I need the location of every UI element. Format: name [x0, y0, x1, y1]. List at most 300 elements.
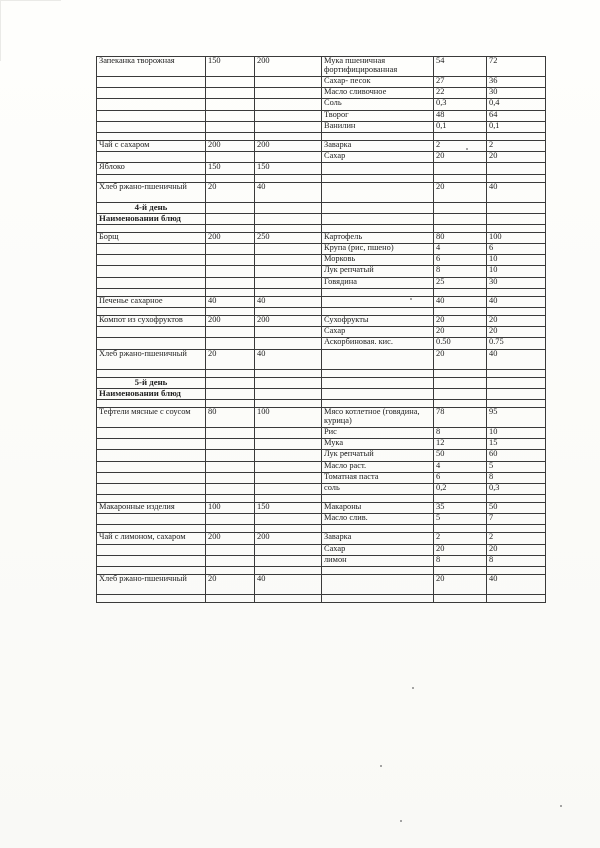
amount-small-cell: 6	[434, 472, 487, 483]
empty-cell	[487, 595, 546, 603]
table-row	[97, 407, 546, 427]
table-row	[97, 110, 546, 121]
dish-name-cell: Хлеб ржано-пшеничный	[97, 575, 206, 595]
dish-name-cell: Тефтели мясные с соусом	[97, 407, 206, 427]
portion-large-cell	[255, 472, 322, 483]
portion-large-cell	[255, 110, 322, 121]
table-row	[97, 316, 546, 327]
empty-cell	[487, 388, 546, 399]
dish-name-cell	[97, 439, 206, 450]
empty-cell	[487, 377, 546, 388]
empty-cell	[255, 567, 322, 575]
empty-cell	[322, 595, 434, 603]
amount-small-cell: 25	[434, 277, 487, 288]
amount-large-cell: 0,1	[487, 121, 546, 132]
amount-small-cell: 4	[434, 244, 487, 255]
empty-cell	[97, 132, 206, 140]
empty-cell	[487, 567, 546, 575]
empty-cell	[255, 132, 322, 140]
empty-cell	[487, 174, 546, 182]
table-row	[97, 483, 546, 494]
ingredient-cell: Масло слив.	[322, 514, 434, 525]
empty-cell	[434, 132, 487, 140]
empty-cell	[434, 595, 487, 603]
empty-cell	[434, 288, 487, 296]
amount-large-cell: 72	[487, 57, 546, 77]
ingredient-cell: Заварка	[322, 140, 434, 151]
amount-small-cell: 35	[434, 503, 487, 514]
table-row	[97, 296, 546, 307]
ingredient-cell: Мука пшеничная фортифицированная	[322, 57, 434, 77]
portion-large-cell	[255, 461, 322, 472]
dish-name-cell	[97, 338, 206, 349]
table-row	[97, 349, 546, 369]
portion-small-cell	[206, 277, 255, 288]
empty-cell	[487, 132, 546, 140]
portion-large-cell	[255, 266, 322, 277]
ingredient-cell: Соль	[322, 99, 434, 110]
empty-cell	[434, 369, 487, 377]
portion-large-cell	[255, 544, 322, 555]
empty-cell	[97, 288, 206, 296]
ingredient-cell: Сахар	[322, 327, 434, 338]
dish-name-cell	[97, 255, 206, 266]
spacer-row	[97, 399, 546, 407]
ingredient-cell: Творог	[322, 110, 434, 121]
ingredient-cell: Ванилин	[322, 121, 434, 132]
portion-small-cell: 20	[206, 575, 255, 595]
amount-small-cell: 8	[434, 555, 487, 566]
portion-large-cell: 40	[255, 575, 322, 595]
scan-speck	[412, 687, 414, 689]
portion-large-cell	[255, 99, 322, 110]
portion-large-cell	[255, 121, 322, 132]
dish-names-heading: Наименовании блюд	[97, 388, 206, 399]
table-row	[97, 255, 546, 266]
dish-name-cell: Чай с сахаром	[97, 140, 206, 151]
table-row	[97, 152, 546, 163]
ingredient-cell	[322, 163, 434, 174]
menu-table-body	[97, 57, 546, 603]
empty-cell	[322, 202, 434, 213]
portion-large-cell	[255, 244, 322, 255]
table-row	[97, 182, 546, 202]
amount-small-cell: 4	[434, 461, 487, 472]
portion-small-cell	[206, 77, 255, 88]
ingredient-cell	[322, 182, 434, 202]
table-row	[97, 327, 546, 338]
table-row	[97, 266, 546, 277]
portion-large-cell: 40	[255, 296, 322, 307]
empty-cell	[97, 224, 206, 232]
table-row	[97, 232, 546, 243]
ingredient-cell: Лук репчатый	[322, 450, 434, 461]
portion-small-cell: 200	[206, 140, 255, 151]
dish-name-cell: Борщ	[97, 232, 206, 243]
empty-cell	[97, 174, 206, 182]
portion-large-cell	[255, 277, 322, 288]
empty-cell	[206, 377, 255, 388]
amount-large-cell: 60	[487, 450, 546, 461]
portion-large-cell: 150	[255, 503, 322, 514]
empty-cell	[322, 213, 434, 224]
amount-small-cell: 0,3	[434, 99, 487, 110]
portion-small-cell: 200	[206, 316, 255, 327]
portion-large-cell: 200	[255, 57, 322, 77]
amount-large-cell: 36	[487, 77, 546, 88]
amount-small-cell: 20	[434, 316, 487, 327]
portion-small-cell	[206, 450, 255, 461]
empty-cell	[255, 213, 322, 224]
portion-small-cell	[206, 338, 255, 349]
table-row	[97, 450, 546, 461]
portion-small-cell	[206, 327, 255, 338]
ingredient-cell: Сухофрукты	[322, 316, 434, 327]
table-row	[97, 77, 546, 88]
empty-cell	[255, 377, 322, 388]
empty-cell	[255, 369, 322, 377]
table-row	[97, 427, 546, 438]
portion-small-cell: 80	[206, 407, 255, 427]
empty-cell	[434, 377, 487, 388]
dish-name-cell	[97, 472, 206, 483]
ingredient-cell: Заварка	[322, 533, 434, 544]
day-header-row	[97, 202, 546, 213]
portion-large-cell	[255, 152, 322, 163]
table-row	[97, 555, 546, 566]
ingredient-cell: Морковь	[322, 255, 434, 266]
empty-cell	[97, 525, 206, 533]
amount-small-cell: 20	[434, 544, 487, 555]
empty-cell	[322, 567, 434, 575]
portion-small-cell: 20	[206, 182, 255, 202]
scan-speck	[380, 765, 382, 767]
ingredient-cell: Макароны	[322, 503, 434, 514]
amount-small-cell: 50	[434, 450, 487, 461]
ingredient-cell: соль	[322, 483, 434, 494]
empty-cell	[97, 399, 206, 407]
amount-large-cell: 2	[487, 140, 546, 151]
dish-name-cell	[97, 99, 206, 110]
portion-small-cell	[206, 88, 255, 99]
table-row	[97, 99, 546, 110]
empty-cell	[255, 388, 322, 399]
dish-name-cell	[97, 244, 206, 255]
ingredient-cell: Томатная паста	[322, 472, 434, 483]
portion-large-cell: 200	[255, 533, 322, 544]
amount-large-cell: 0,3	[487, 483, 546, 494]
amount-large-cell: 50	[487, 503, 546, 514]
amount-large-cell: 20	[487, 152, 546, 163]
dish-name-cell	[97, 266, 206, 277]
dish-name-cell	[97, 555, 206, 566]
amount-large-cell	[487, 163, 546, 174]
menu-table	[96, 56, 546, 603]
ingredient-cell: Мука	[322, 439, 434, 450]
empty-cell	[97, 595, 206, 603]
dish-names-heading: Наименовании блюд	[97, 213, 206, 224]
amount-small-cell: 0,2	[434, 483, 487, 494]
empty-cell	[322, 399, 434, 407]
ingredient-cell: Масло раст.	[322, 461, 434, 472]
portion-small-cell	[206, 110, 255, 121]
amount-small-cell: 48	[434, 110, 487, 121]
day-title: 4-й день	[97, 202, 206, 213]
empty-cell	[206, 399, 255, 407]
amount-small-cell: 12	[434, 439, 487, 450]
amount-small-cell: 6	[434, 255, 487, 266]
amount-large-cell: 10	[487, 266, 546, 277]
dish-name-cell	[97, 544, 206, 555]
amount-small-cell: 20	[434, 182, 487, 202]
amount-large-cell: 6	[487, 244, 546, 255]
empty-cell	[434, 399, 487, 407]
dish-name-cell: Печенье сахарное	[97, 296, 206, 307]
amount-small-cell: 27	[434, 77, 487, 88]
dish-name-cell: Запеканка творожная	[97, 57, 206, 77]
empty-cell	[322, 388, 434, 399]
portion-small-cell	[206, 121, 255, 132]
empty-cell	[206, 224, 255, 232]
dish-name-cell	[97, 461, 206, 472]
amount-small-cell: 78	[434, 407, 487, 427]
ingredient-cell: Рис	[322, 427, 434, 438]
dish-name-cell	[97, 483, 206, 494]
empty-cell	[487, 399, 546, 407]
scan-speck	[560, 805, 562, 807]
portion-large-cell: 40	[255, 349, 322, 369]
ingredient-cell: Аскорбиновая. кис.	[322, 338, 434, 349]
portion-small-cell: 20	[206, 349, 255, 369]
table-row	[97, 57, 546, 77]
empty-cell	[255, 399, 322, 407]
amount-small-cell: 20	[434, 349, 487, 369]
portion-small-cell: 150	[206, 57, 255, 77]
empty-cell	[487, 213, 546, 224]
ingredient-cell: Сахар	[322, 544, 434, 555]
portion-large-cell	[255, 427, 322, 438]
amount-large-cell: 20	[487, 544, 546, 555]
portion-small-cell	[206, 152, 255, 163]
spacer-row	[97, 288, 546, 296]
portion-large-cell	[255, 77, 322, 88]
empty-cell	[322, 224, 434, 232]
section-heading-row	[97, 388, 546, 399]
amount-small-cell: 40	[434, 296, 487, 307]
amount-small-cell: 8	[434, 427, 487, 438]
empty-cell	[97, 369, 206, 377]
empty-cell	[434, 224, 487, 232]
scan-edge	[0, 0, 61, 61]
empty-cell	[322, 174, 434, 182]
empty-cell	[487, 202, 546, 213]
amount-large-cell: 10	[487, 255, 546, 266]
empty-cell	[322, 132, 434, 140]
table-row	[97, 575, 546, 595]
spacer-row	[97, 595, 546, 603]
dish-name-cell	[97, 327, 206, 338]
amount-large-cell: 8	[487, 555, 546, 566]
amount-large-cell: 30	[487, 88, 546, 99]
portion-small-cell	[206, 472, 255, 483]
empty-cell	[255, 174, 322, 182]
portion-small-cell	[206, 255, 255, 266]
portion-small-cell: 100	[206, 503, 255, 514]
portion-large-cell	[255, 327, 322, 338]
amount-small-cell: 20	[434, 327, 487, 338]
empty-cell	[487, 525, 546, 533]
ingredient-cell: Лук репчатый	[322, 266, 434, 277]
table-row	[97, 338, 546, 349]
table-row	[97, 140, 546, 151]
table-row	[97, 163, 546, 174]
amount-small-cell: 0,1	[434, 121, 487, 132]
ingredient-cell: Крупа (рис, пшено)	[322, 244, 434, 255]
ingredient-cell	[322, 575, 434, 595]
amount-small-cell	[434, 163, 487, 174]
empty-cell	[434, 202, 487, 213]
empty-cell	[255, 525, 322, 533]
dish-name-cell: Компот из сухофруктов	[97, 316, 206, 327]
amount-large-cell: 40	[487, 575, 546, 595]
portion-large-cell: 250	[255, 232, 322, 243]
amount-large-cell: 30	[487, 277, 546, 288]
portion-small-cell: 40	[206, 296, 255, 307]
dish-name-cell	[97, 427, 206, 438]
spacer-row	[97, 132, 546, 140]
table-row	[97, 277, 546, 288]
portion-small-cell	[206, 427, 255, 438]
amount-large-cell: 40	[487, 349, 546, 369]
portion-large-cell	[255, 439, 322, 450]
empty-cell	[206, 213, 255, 224]
empty-cell	[322, 288, 434, 296]
empty-cell	[487, 495, 546, 503]
empty-cell	[255, 224, 322, 232]
empty-cell	[434, 567, 487, 575]
portion-small-cell	[206, 99, 255, 110]
empty-cell	[487, 224, 546, 232]
portion-large-cell	[255, 514, 322, 525]
empty-cell	[434, 174, 487, 182]
empty-cell	[322, 495, 434, 503]
empty-cell	[206, 174, 255, 182]
table-row	[97, 244, 546, 255]
spacer-row	[97, 174, 546, 182]
portion-large-cell: 100	[255, 407, 322, 427]
table-row	[97, 88, 546, 99]
table-row	[97, 533, 546, 544]
ingredient-cell: Говядина	[322, 277, 434, 288]
empty-cell	[487, 308, 546, 316]
table-row	[97, 461, 546, 472]
ingredient-cell: Сахар- песок	[322, 77, 434, 88]
empty-cell	[206, 567, 255, 575]
dish-name-cell	[97, 121, 206, 132]
portion-small-cell	[206, 266, 255, 277]
empty-cell	[206, 132, 255, 140]
amount-large-cell: 7	[487, 514, 546, 525]
ingredient-cell: Мясо котлетное (говядина, курица)	[322, 407, 434, 427]
empty-cell	[434, 495, 487, 503]
empty-cell	[434, 388, 487, 399]
amount-small-cell: 22	[434, 88, 487, 99]
portion-small-cell: 150	[206, 163, 255, 174]
portion-large-cell: 150	[255, 163, 322, 174]
empty-cell	[255, 595, 322, 603]
portion-large-cell	[255, 450, 322, 461]
dish-name-cell: Хлеб ржано-пшеничный	[97, 349, 206, 369]
portion-large-cell	[255, 255, 322, 266]
dish-name-cell: Хлеб ржано-пшеничный	[97, 182, 206, 202]
ingredient-cell	[322, 296, 434, 307]
amount-small-cell: 2	[434, 533, 487, 544]
table-row	[97, 503, 546, 514]
portion-small-cell	[206, 514, 255, 525]
portion-small-cell	[206, 439, 255, 450]
day-header-row	[97, 377, 546, 388]
spacer-row	[97, 567, 546, 575]
portion-small-cell	[206, 544, 255, 555]
ingredient-cell: Картофель	[322, 232, 434, 243]
table-row	[97, 121, 546, 132]
empty-cell	[322, 377, 434, 388]
amount-large-cell: 95	[487, 407, 546, 427]
dish-name-cell	[97, 514, 206, 525]
spacer-row	[97, 525, 546, 533]
portion-large-cell	[255, 555, 322, 566]
empty-cell	[322, 308, 434, 316]
portion-large-cell	[255, 483, 322, 494]
portion-small-cell	[206, 461, 255, 472]
spacer-row	[97, 369, 546, 377]
dish-name-cell: Яблоко	[97, 163, 206, 174]
section-heading-row	[97, 213, 546, 224]
table-row	[97, 544, 546, 555]
amount-large-cell: 0.75	[487, 338, 546, 349]
empty-cell	[206, 525, 255, 533]
empty-cell	[255, 202, 322, 213]
ingredient-cell: лимон	[322, 555, 434, 566]
amount-large-cell: 10	[487, 427, 546, 438]
empty-cell	[434, 308, 487, 316]
portion-large-cell	[255, 338, 322, 349]
portion-large-cell: 200	[255, 140, 322, 151]
amount-large-cell: 5	[487, 461, 546, 472]
empty-cell	[322, 525, 434, 533]
empty-cell	[487, 369, 546, 377]
empty-cell	[97, 567, 206, 575]
empty-cell	[206, 288, 255, 296]
spacer-row	[97, 308, 546, 316]
dish-name-cell: Чай с лимоном, сахаром	[97, 533, 206, 544]
table-row	[97, 472, 546, 483]
amount-small-cell: 0.50	[434, 338, 487, 349]
portion-small-cell	[206, 244, 255, 255]
empty-cell	[206, 595, 255, 603]
ingredient-cell	[322, 349, 434, 369]
table-row	[97, 514, 546, 525]
dish-name-cell	[97, 110, 206, 121]
spacer-row	[97, 495, 546, 503]
amount-large-cell: 2	[487, 533, 546, 544]
amount-small-cell: 54	[434, 57, 487, 77]
empty-cell	[434, 525, 487, 533]
ingredient-cell: Масло сливочное	[322, 88, 434, 99]
dish-name-cell	[97, 152, 206, 163]
portion-small-cell	[206, 483, 255, 494]
amount-large-cell: 40	[487, 296, 546, 307]
